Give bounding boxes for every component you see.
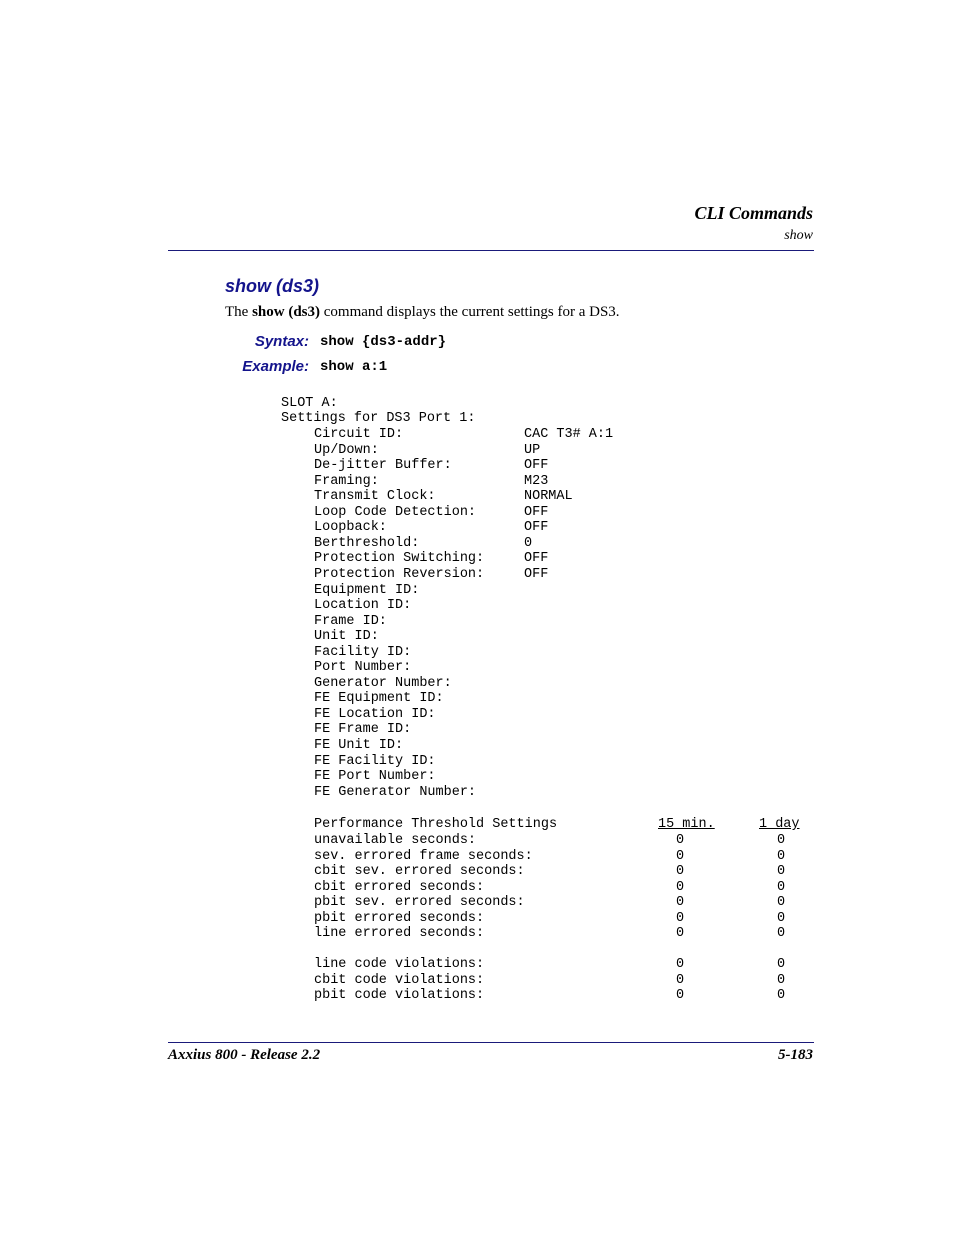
running-header-subtitle: show	[784, 228, 813, 243]
perf-row-1day: 0	[777, 988, 786, 1004]
setting-name: FE Generator Number:	[314, 784, 477, 800]
setting-value: NORMAL	[524, 489, 573, 505]
perf-row-1day: 0	[777, 895, 786, 911]
setting-value: OFF	[524, 520, 549, 536]
perf-row-15min: 0	[676, 926, 685, 942]
perf-row-name: pbit code violations:	[314, 988, 485, 1004]
setting-name: FE Port Number:	[314, 769, 436, 785]
perf-row-name: unavailable seconds:	[314, 833, 477, 848]
perf-row-name: cbit errored seconds:	[314, 879, 485, 895]
running-header-title: CLI Commands	[694, 203, 813, 223]
perf-row-1day: 0	[777, 972, 786, 988]
setting-name: Loopback:	[314, 520, 387, 536]
setting-name: Circuit ID:	[314, 427, 404, 442]
perf-row-15min: 0	[676, 864, 685, 880]
setting-name: Unit ID:	[314, 629, 379, 645]
perf-header: Performance Threshold Settings	[314, 817, 558, 832]
perf-row-1day: 0	[777, 910, 786, 926]
setting-value: OFF	[524, 504, 549, 520]
setting-name: De-jitter Buffer:	[314, 458, 452, 474]
setting-value: OFF	[524, 551, 549, 567]
output-settings-header: Settings for DS3 Port 1:	[281, 411, 476, 426]
perf-row-15min: 0	[676, 833, 685, 848]
perf-row-1day: 0	[777, 926, 786, 942]
perf-row-1day: 0	[777, 848, 786, 864]
syntax-command: show {ds3-addr}	[320, 334, 447, 350]
setting-name: FE Equipment ID:	[314, 691, 444, 707]
setting-value: UP	[524, 442, 541, 458]
perf-row-name: line errored seconds:	[314, 926, 485, 942]
perf-row-name: sev. errored frame seconds:	[314, 848, 533, 864]
setting-name: Frame ID:	[314, 613, 387, 629]
setting-value: OFF	[524, 458, 549, 474]
setting-name: FE Facility ID:	[314, 753, 436, 769]
perf-row-1day: 0	[777, 957, 786, 972]
syntax-label: Syntax:	[254, 333, 309, 350]
perf-row-1day: 0	[777, 833, 786, 848]
example-label: Example:	[242, 358, 309, 375]
intro-command: show (ds3)	[252, 304, 321, 320]
header-rule	[168, 250, 814, 251]
perf-row-15min: 0	[676, 910, 685, 926]
perf-row-15min: 0	[676, 848, 685, 864]
setting-name: Berthreshold:	[314, 535, 420, 551]
footer-page-number: 5-183	[778, 1047, 813, 1063]
perf-row-15min: 0	[676, 895, 685, 911]
setting-name: Generator Number:	[314, 675, 452, 691]
section-title: show (ds3)	[225, 276, 320, 296]
setting-name: Framing:	[314, 473, 379, 489]
setting-value: M23	[524, 473, 549, 489]
intro-suffix: command displays the current settings for a DS3.	[320, 304, 620, 320]
setting-value: OFF	[524, 566, 549, 582]
setting-name: FE Location ID:	[314, 706, 436, 722]
perf-row-15min: 0	[676, 988, 685, 1004]
intro-prefix: The	[225, 304, 253, 320]
footer-left: Axxius 800 - Release 2.2	[168, 1047, 321, 1063]
perf-row-15min: 0	[676, 879, 685, 895]
setting-value: 0	[524, 535, 533, 551]
setting-name: Protection Switching:	[314, 551, 485, 567]
perf-row-name: pbit errored seconds:	[314, 910, 485, 926]
setting-name: Facility ID:	[314, 644, 412, 660]
output-slot: SLOT A:	[281, 396, 338, 411]
footer-rule	[168, 1042, 814, 1043]
perf-row-1day: 0	[777, 879, 786, 895]
perf-row-name: line code violations:	[314, 957, 485, 972]
perf-col-15min: 15 min.	[658, 817, 715, 832]
perf-row-name: cbit sev. errored seconds:	[314, 864, 525, 880]
perf-row-name: pbit sev. errored seconds:	[314, 895, 525, 911]
perf-row-15min: 0	[676, 972, 685, 988]
perf-row-1day: 0	[777, 864, 786, 880]
setting-value: CAC T3# A:1	[524, 427, 614, 442]
setting-name: Protection Reversion:	[314, 566, 485, 582]
example-command: show a:1	[320, 359, 388, 375]
setting-name: Port Number:	[314, 660, 412, 676]
setting-name: Equipment ID:	[314, 582, 420, 598]
perf-row-15min: 0	[676, 957, 685, 972]
setting-name: Loop Code Detection:	[314, 504, 477, 520]
perf-row-name: cbit code violations:	[314, 972, 485, 988]
setting-name: FE Unit ID:	[314, 738, 404, 753]
setting-name: FE Frame ID:	[314, 722, 412, 738]
setting-name: Location ID:	[314, 598, 412, 614]
setting-name: Transmit Clock:	[314, 489, 436, 505]
setting-name: Up/Down:	[314, 442, 379, 458]
perf-col-1day: 1 day	[759, 817, 800, 832]
intro-paragraph	[225, 304, 620, 321]
